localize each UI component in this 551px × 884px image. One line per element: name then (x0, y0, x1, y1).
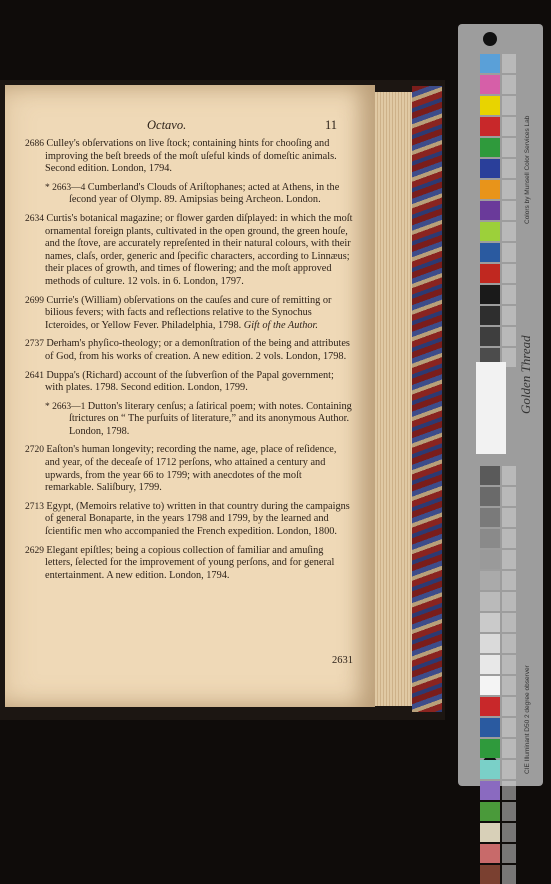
patch-values (502, 138, 516, 157)
entry-number: 2629 (25, 545, 47, 556)
color-patch (480, 508, 500, 527)
color-patch (480, 159, 500, 178)
entry-number: * 2663—1 (45, 401, 88, 412)
entry-text: Eaſton's human longevity; recording the name, age, place of reſidence, and year, of the deceaſe of 1712 perſons, who attained a century and upwards, from the year 66 to 1799; with anecdotes of the moſt remarkable. Saliſbury, 1799. (45, 444, 337, 494)
entry-text: Currie's (William) obſervations on the cauſes and cure of remitting or bilious fevers; with facts and reflections relative to the Synochus Icteroides, or Yellow Fever. Philadelphia, 1798. (45, 294, 332, 331)
entry-number: 2699 (25, 295, 47, 306)
patch-values (502, 201, 516, 220)
punch-hole (483, 32, 497, 46)
patch-values (502, 634, 516, 653)
color-patch (480, 844, 500, 863)
entry-text: Derham's phyſico-theology; or a demonſtration of the being and attributes of God, from his works of creation. A new edition. 2 vols. London, 1798. (45, 338, 350, 362)
color-patch (480, 96, 500, 115)
color-checker-target (458, 24, 543, 786)
ruler-label: Golden Thread (518, 335, 533, 414)
patch-values (502, 96, 516, 115)
patch-values (502, 529, 516, 548)
patch-values (502, 865, 516, 884)
patch-values (502, 487, 516, 506)
patch-values (502, 117, 516, 136)
color-patch (480, 655, 500, 674)
patch-values (502, 306, 516, 325)
patch-values (502, 159, 516, 178)
catalog-entry (25, 401, 353, 439)
color-patch (480, 592, 500, 611)
color-patch (480, 201, 500, 220)
color-patch (480, 613, 500, 632)
target-footnote: CIE Illuminant D50 2 degree observer (524, 665, 531, 774)
page-number: 11 (324, 118, 337, 132)
entry-number: 2720 (25, 445, 47, 456)
patch-values (502, 222, 516, 241)
patch-values (502, 718, 516, 737)
catalog-entry (25, 444, 353, 494)
patch-values (502, 697, 516, 716)
patch-values (502, 243, 516, 262)
entry-text: Dutton's literary cenſus; a ſatirical poem; with notes. Containing ſtrictures on “ The purſuits of literature,” and its anonymous Author. London, 1798. (69, 400, 352, 437)
entry-number: 2686 (25, 139, 47, 149)
patch-values (502, 613, 516, 632)
color-patch (480, 306, 500, 325)
color-patch (480, 802, 500, 821)
page-text (25, 118, 353, 588)
color-patch (480, 285, 500, 304)
book-page (5, 85, 375, 707)
patch-values (502, 180, 516, 199)
color-patch (480, 781, 500, 800)
patch-values (502, 264, 516, 283)
catalog-entry (25, 370, 353, 395)
patch-values (502, 75, 516, 94)
color-patch (480, 264, 500, 283)
color-patch (480, 634, 500, 653)
color-patch (480, 487, 500, 506)
entry-number: 2713 (25, 501, 47, 512)
catalog-entry (25, 213, 353, 289)
entry-text: Culley's obſervations on live ſtock; containing hints for chooſing and improving the beſt breeds of the moſt uſeful kinds of domeſtic animals. Second edition. London, 1794. (45, 138, 337, 175)
catchword: 2631 (332, 655, 353, 666)
color-patch (480, 676, 500, 695)
color-patch (480, 823, 500, 842)
color-patch (480, 75, 500, 94)
entry-text: Cumberland's Clouds of Ariſtophanes; acted at Athens, in the ſecond year of Olymp. 89. Amipsias being Archeon. London. (69, 181, 340, 206)
catalog-entries (25, 138, 353, 582)
patch-values (502, 285, 516, 304)
marbled-edge (412, 86, 442, 712)
entry-number: 2737 (25, 339, 47, 350)
color-patch (480, 739, 500, 758)
entry-text: Duppa's (Richard) account of the ſubverſion of the Papal government; with plates. 1798. Second edition. London, 1799. (45, 369, 334, 394)
patch-values (502, 802, 516, 821)
running-head (25, 118, 353, 138)
patch-values (502, 550, 516, 569)
entry-number: 2641 (25, 370, 47, 381)
color-patch (480, 529, 500, 548)
page-stack (372, 92, 412, 706)
color-patch (480, 180, 500, 199)
patch-values (502, 466, 516, 485)
catalog-entry (25, 295, 353, 333)
color-patch (480, 466, 500, 485)
color-patch (480, 117, 500, 136)
patch-values (502, 781, 516, 800)
color-patch (480, 550, 500, 569)
catalog-entry (25, 338, 353, 363)
entry-note: Gift of the Author. (241, 319, 318, 331)
patch-values (502, 760, 516, 779)
patch-values (502, 592, 516, 611)
color-patch (480, 54, 500, 73)
color-patch (480, 138, 500, 157)
color-patch (480, 718, 500, 737)
patch-values (502, 54, 516, 73)
color-patch (480, 760, 500, 779)
color-patch (480, 243, 500, 262)
color-patch (480, 571, 500, 590)
color-patch (480, 327, 500, 346)
entry-text: Elegant epiſtles; being a copious collection of familiar and amuſing letters, ſelected for the improvement of young perſons, and for general entertainment. A new edition. London, 1794. (45, 544, 335, 581)
entry-number: 2634 (25, 213, 47, 224)
catalog-entry (25, 138, 353, 176)
patch-values (502, 571, 516, 590)
entry-text: Egypt, (Memoirs relative to) written in that country during the campaigns of general Bonaparte, in the years 1798 and 1799, by the learned and ſcientific men who accompanied the French expedition. London, 1800. (45, 500, 350, 538)
catalog-entry (25, 501, 353, 539)
patch-values (502, 823, 516, 842)
color-patch (480, 697, 500, 716)
golden-thread-ruler (476, 362, 506, 454)
patch-values (502, 327, 516, 346)
patch-values (502, 508, 516, 527)
patch-values (502, 844, 516, 863)
color-patch (480, 222, 500, 241)
patch-values (502, 739, 516, 758)
entry-text: Curtis's botanical magazine; or flower garden diſplayed: in which the moſt ornamental foreign plants, cultivated in the open ground, the green houſe, and the ſtove, are accurately repreſented in their natural colours, with their names, claſs, order, generic and ſpecific characters, according to Linnæus; their places of growth, and times of flowering; and the moſt approved methods of culture. 12 vols. in 6. London, 1797. (45, 212, 353, 287)
running-title: Octavo. (147, 118, 187, 132)
entry-number: * 2663—4 (45, 182, 88, 193)
patch-values (502, 655, 516, 674)
catalog-entry (25, 182, 353, 207)
patch-values (502, 676, 516, 695)
color-patch (480, 865, 500, 884)
target-caption: Colors by Munsell Color Services Lab (524, 115, 531, 224)
catalog-entry (25, 545, 353, 583)
